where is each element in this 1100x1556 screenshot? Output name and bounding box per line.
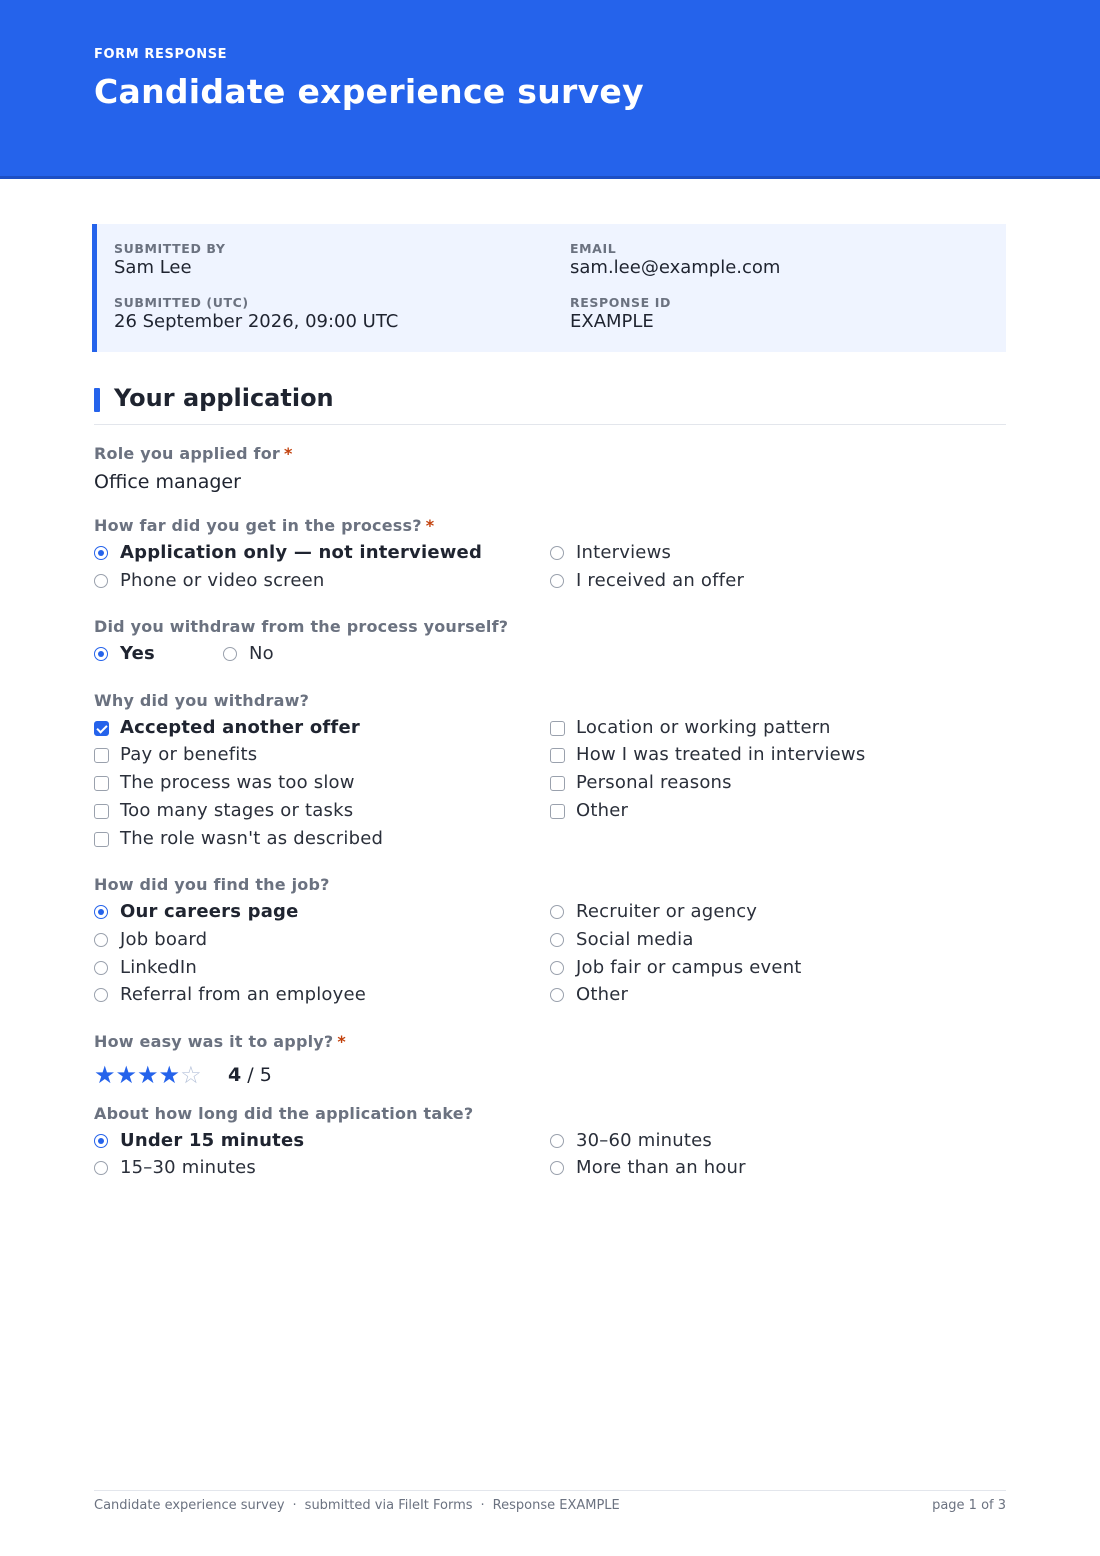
footer-response: Response EXAMPLE: [492, 1498, 620, 1513]
form-title: Candidate experience survey: [94, 72, 644, 111]
footer-divider: [94, 1490, 1006, 1491]
option-label: Referral from an employee: [120, 984, 367, 1005]
option-label: Under 15 minutes: [120, 1130, 305, 1151]
meta-label: SUBMITTED BY: [114, 241, 226, 256]
option-label: 15–30 minutes: [120, 1157, 256, 1178]
footer-info: [94, 1498, 620, 1513]
radio-icon: [94, 574, 108, 588]
radio-icon: [550, 1134, 564, 1148]
submission-meta-panel: [92, 224, 1006, 352]
radio-icon: [550, 574, 564, 588]
required-mark: *: [337, 1032, 346, 1051]
option-label: Personal reasons: [576, 772, 732, 793]
checkbox-icon: [94, 776, 109, 791]
rating-max: / 5: [247, 1064, 272, 1086]
star-filled-icon[interactable]: ★: [94, 1061, 116, 1089]
footer-separator: ·: [292, 1498, 297, 1513]
option-label: Yes: [120, 643, 155, 664]
checkbox-icon: [94, 804, 109, 819]
option-label: 30–60 minutes: [576, 1130, 712, 1151]
option-label: Accepted another offer: [120, 717, 360, 738]
radio-selected-icon: [94, 1134, 108, 1148]
meta-label: EMAIL: [570, 241, 617, 256]
footer-separator: ·: [480, 1498, 485, 1513]
question-text: Role you applied for: [94, 444, 280, 463]
star-empty-icon[interactable]: ☆: [180, 1061, 202, 1089]
meta-submitted-by: [114, 241, 225, 278]
question-progress-label: [94, 516, 434, 535]
question-ease-label: [94, 1032, 346, 1051]
option-label: No: [249, 643, 274, 664]
section-heading: [94, 384, 1006, 425]
required-mark: *: [284, 444, 293, 463]
meta-label: RESPONSE ID: [570, 295, 671, 310]
footer-page-number: page 1 of 3: [932, 1498, 1006, 1513]
radio-icon: [94, 1161, 108, 1175]
section-title: Your application: [114, 384, 334, 412]
required-mark: *: [425, 516, 435, 535]
radio-icon: [550, 961, 564, 975]
radio-icon: [550, 988, 564, 1002]
question-text: Why did you withdraw?: [94, 691, 310, 710]
meta-value: Sam Lee: [114, 257, 192, 278]
meta-email: [570, 241, 780, 278]
form-kicker: FORM RESPONSE: [94, 47, 228, 62]
question-text: About how long did the application take?: [94, 1104, 474, 1123]
option-label: Job board: [120, 929, 208, 950]
radio-icon: [550, 546, 564, 560]
option-label: Our careers page: [120, 901, 299, 922]
section-accent-bar: [94, 388, 100, 412]
option-label: Phone or video screen: [120, 570, 325, 591]
question-why-withdraw-label: [94, 691, 309, 710]
option-label: Other: [576, 984, 629, 1005]
radio-icon: [550, 1161, 564, 1175]
question-text: How easy was it to apply?: [94, 1032, 334, 1051]
option-label: Interviews: [576, 542, 672, 563]
radio-icon: [94, 988, 108, 1002]
option-label: Application only — not interviewed: [120, 542, 483, 563]
option-label: The role wasn't as described: [120, 828, 384, 849]
radio-icon: [223, 647, 237, 661]
option-label: The process was too slow: [120, 772, 355, 793]
radio-selected-icon: [94, 546, 108, 560]
option-label: Location or working pattern: [576, 717, 831, 738]
option-label: LinkedIn: [120, 957, 198, 978]
meta-submitted-utc: [114, 295, 398, 332]
rating-value: [228, 1064, 272, 1086]
question-withdrew-label: [94, 617, 508, 636]
footer-via: submitted via FileIt Forms: [304, 1498, 473, 1513]
checkbox-icon: [550, 721, 565, 736]
checkbox-icon: [550, 804, 565, 819]
checkbox-icon: [94, 748, 109, 763]
meta-value: 26 September 2026, 09:00 UTC: [114, 311, 399, 332]
question-text: How far did you get in the process?: [94, 516, 422, 535]
star-filled-icon[interactable]: ★: [115, 1061, 138, 1089]
option-label: Recruiter or agency: [576, 901, 758, 922]
checkbox-checked-icon: [94, 721, 109, 736]
meta-value: EXAMPLE: [570, 311, 654, 332]
question-text: How did you find the job?: [94, 875, 330, 894]
option-label: More than an hour: [576, 1157, 746, 1178]
question-find-job-label: [94, 875, 330, 894]
meta-value: sam.lee@example.com: [570, 257, 781, 278]
checkbox-icon: [94, 832, 109, 847]
form-header: [0, 0, 1100, 179]
option-label: Job fair or campus event: [576, 957, 802, 978]
checkbox-icon: [550, 748, 565, 763]
option-label: Too many stages or tasks: [120, 800, 354, 821]
option-label: Social media: [576, 929, 694, 950]
star-filled-icon[interactable]: ★: [158, 1061, 181, 1089]
meta-label: SUBMITTED (UTC): [114, 295, 249, 310]
option-label: I received an offer: [576, 570, 745, 591]
option-label: Other: [576, 800, 629, 821]
star-filled-icon[interactable]: ★: [137, 1061, 159, 1089]
radio-selected-icon: [94, 647, 108, 661]
radio-icon: [94, 961, 108, 975]
rating-score: 4: [228, 1064, 242, 1086]
question-role-label: [94, 444, 293, 463]
star-rating[interactable]: [94, 1061, 202, 1089]
question-text: Did you withdraw from the process yourself?: [94, 617, 509, 636]
radio-icon: [550, 933, 564, 947]
radio-icon: [94, 933, 108, 947]
footer-survey-name: Candidate experience survey: [94, 1498, 285, 1513]
radio-icon: [550, 905, 564, 919]
question-duration-label: [94, 1104, 473, 1123]
checkbox-icon: [550, 776, 565, 791]
meta-response-id: [570, 295, 671, 332]
option-label: How I was treated in interviews: [576, 744, 866, 765]
option-label: Pay or benefits: [120, 744, 258, 765]
answer-role: Office manager: [94, 471, 241, 493]
radio-selected-icon: [94, 905, 108, 919]
